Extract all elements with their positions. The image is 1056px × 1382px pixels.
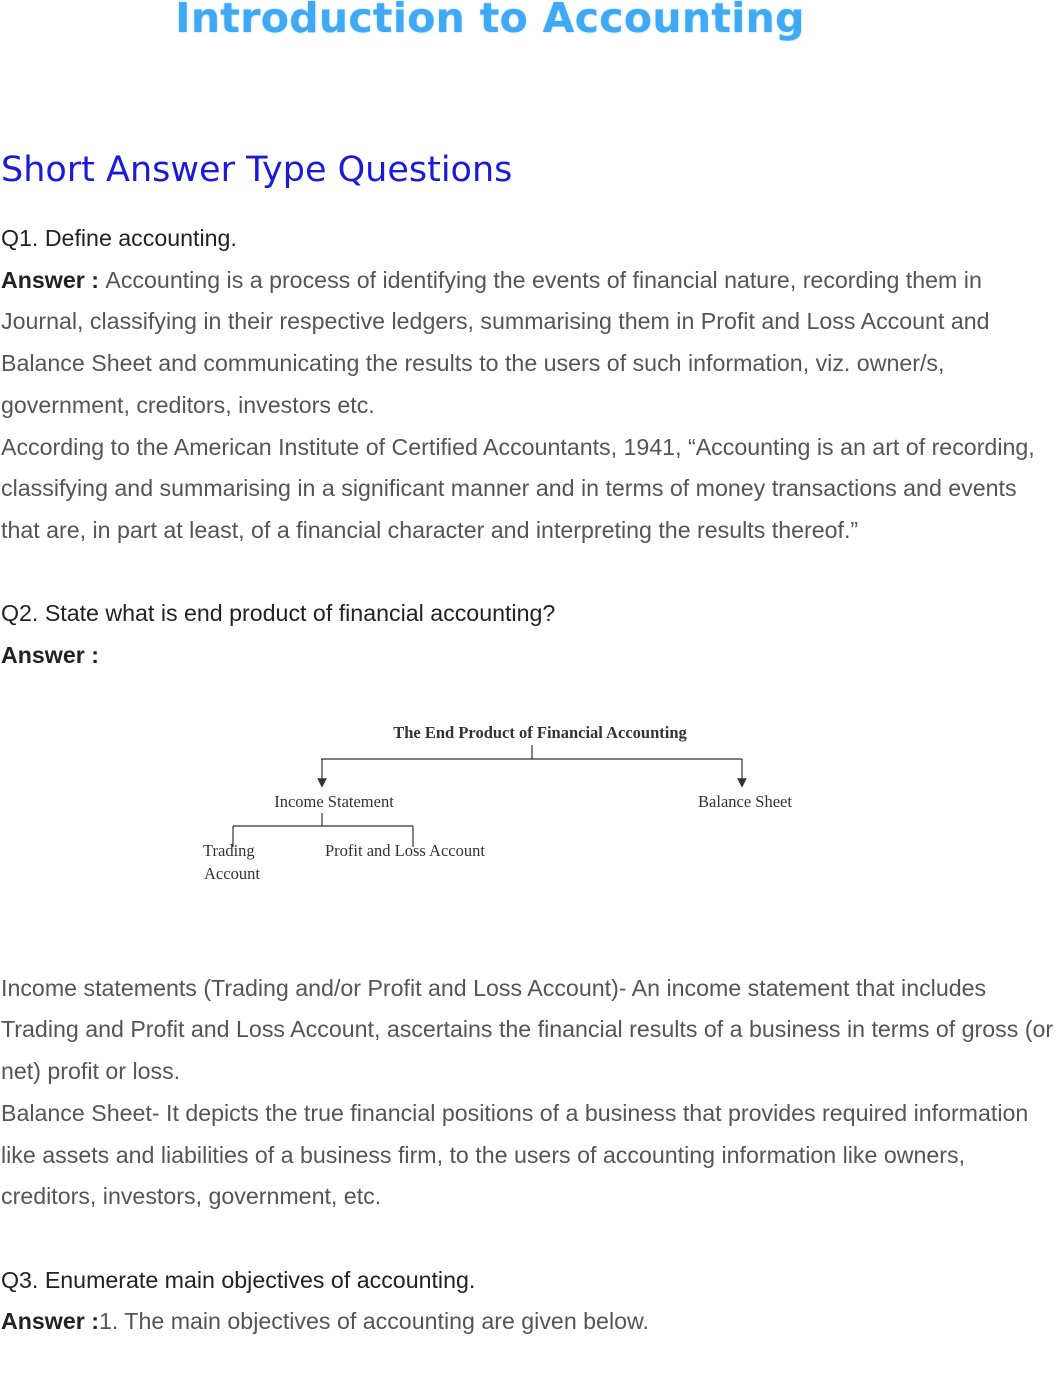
- answer-3-paragraph-1: [1, 1301, 1056, 1343]
- answer-3-text: 1. The main objectives of accounting are given below.: [98, 1308, 649, 1335]
- diagram-balance-sheet: Balance Sheet: [698, 791, 792, 811]
- answer-1-paragraph-2: According to the American Institute of Certified Accountants, 1941, “Accounting is an art of recording, classifying and summarising in a significant manner and in terms of money transactions and events that are, in part at least, of a financial character and interpreting the results thereof.”: [1, 433, 1035, 543]
- qa-content: [1, 218, 1056, 1343]
- section-heading: Short Answer Type Questions: [1, 150, 513, 190]
- diagram-trading-line2: Account: [204, 863, 260, 883]
- answer-2-paragraph-2: Balance Sheet- It depicts the true financial positions of a business that provides required information like assets and liabilities of a business firm, to the users of accounting information like owners, creditors, investors, government, etc.: [1, 1099, 1029, 1210]
- diagram-trading-line1: Trading: [203, 840, 255, 860]
- question-1: Q1. Define accounting.: [1, 225, 237, 251]
- answer-label: Answer :: [1, 266, 106, 293]
- answer-1-text: Accounting is a process of identifying the events of financial nature, recording them in Journal, classifying in their respective ledgers, summarising them in Profit and Loss Account and Balance Sheet and communicating the results to the users of such information, viz. owner/s, government, creditors, investors etc.: [1, 266, 990, 418]
- answer-1-paragraph-1: [1, 260, 1056, 427]
- diagram-profit-loss: Profit and Loss Account: [325, 840, 485, 860]
- hierarchy-diagram: [1, 677, 1001, 968]
- answer-2-paragraph-1: Income statements (Trading and/or Profit and Loss Account)- An income statement that includes Trading and Profit and Loss Account, ascertains the financial results of a business in terms of gross (or net) profit or loss.: [1, 974, 1054, 1085]
- question-2: Q2. State what is end product of financial accounting?: [1, 600, 556, 627]
- answer-2-label: Answer :: [1, 642, 99, 669]
- answer-3-label: Answer :: [1, 1308, 99, 1335]
- diagram-root-label: The End Product of Financial Accounting: [393, 722, 687, 742]
- end-product-diagram: [1, 677, 1056, 968]
- page-title: Introduction to Accounting: [175, 0, 805, 42]
- diagram-income-statement: Income Statement: [274, 791, 394, 811]
- question-3: Q3. Enumerate main objectives of accounting.: [1, 1266, 476, 1293]
